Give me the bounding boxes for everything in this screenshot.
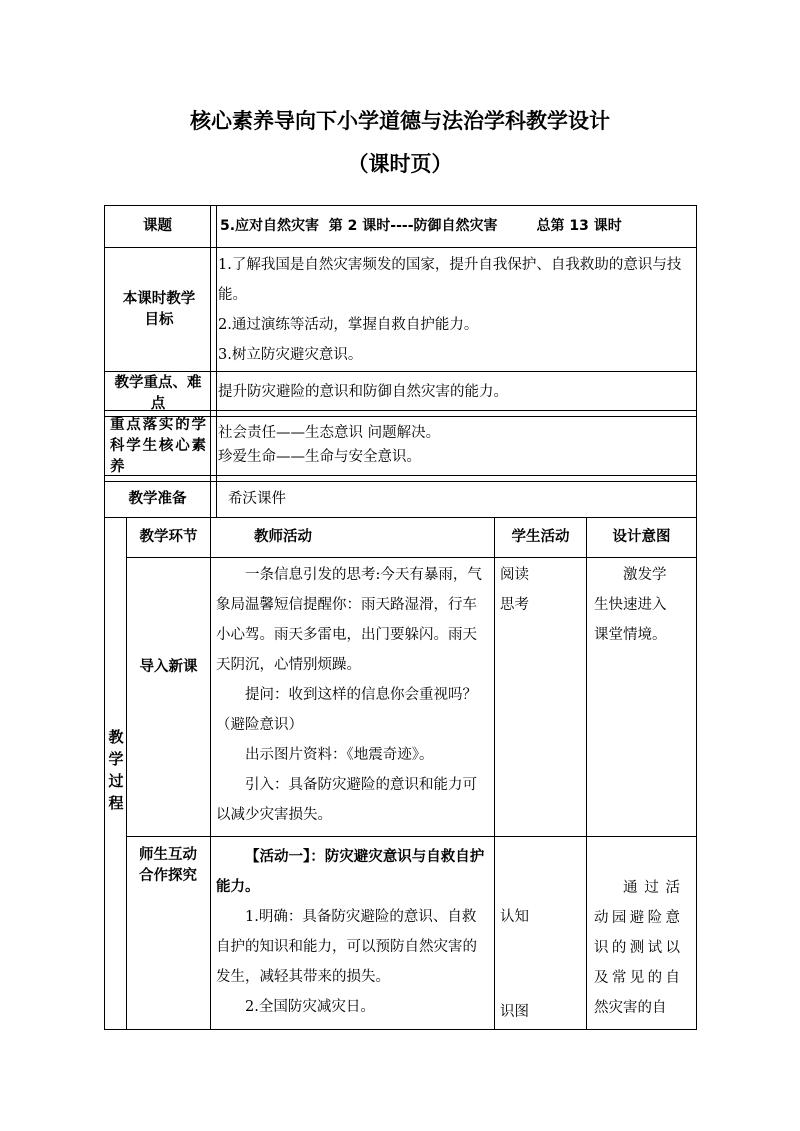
header-intent: 设计意图 [612, 529, 671, 545]
student-activity: 思考 [500, 597, 529, 613]
table-rule [210, 205, 211, 517]
topic-value: 5.应对自然灾害 第 2 课时----防御自然灾害 总第 13 课时 [220, 218, 622, 234]
process-label: 教学过程 [108, 728, 124, 812]
lesson-plan-table [104, 205, 697, 1030]
stage2-name: 师生互动合作探究 [139, 847, 197, 884]
stage1-name: 导入新课 [139, 659, 198, 675]
page-subtitle: （课时页） [347, 152, 453, 176]
teacher-paragraph: 2.全国防灾减灾日。 [245, 999, 375, 1015]
table-rule [104, 205, 105, 1030]
keypoints-label: 教学重点、难点 [114, 375, 202, 412]
goals-label: 本课时教学目标 [122, 290, 196, 328]
table-rule [126, 836, 697, 837]
goals-content [218, 250, 692, 371]
prep-value: 希沃课件 [228, 491, 286, 507]
goal-item: 1.了解我国是自然灾害频发的国家，提升自我保护、自我救助的意识与技能。 [218, 257, 682, 303]
table-rule [126, 557, 697, 558]
teacher-paragraph: 提问：收到这样的信息你会重视吗？（避险意识） [216, 687, 477, 733]
teacher-paragraph: 引入：具备防灾避险的意识和能力可以减少灾害损失。 [216, 777, 477, 823]
table-rule [586, 517, 587, 1030]
literacy-label: 重点落实的学科学生核心素养 [110, 416, 206, 475]
stage1-teacher [216, 560, 488, 836]
literacy-item: 珍爱生命——生命与安全意识。 [218, 449, 421, 465]
header-teacher: 教师活动 [254, 529, 312, 545]
stage2-student-1: 认知 [500, 909, 529, 925]
header-student: 学生活动 [511, 529, 570, 545]
literacy-item: 社会责任——生态意识 问题解决。 [218, 425, 441, 441]
header-stage: 教学环节 [139, 529, 198, 545]
stage1-student [500, 560, 580, 630]
teacher-paragraph: 一条信息引发的思考:今天有暴雨，气象局温馨短信提醒你：雨天路湿滑，行车小心驾。雨天多雷电，出门要躲闪。雨天天阴沉，心情别烦躁。 [216, 567, 482, 673]
activity-heading: 【活动一】：防灾避灾意识与自救自护能力。 [216, 849, 485, 895]
stage2-intent: 通过活动园避险意识的测试以及常见的自然灾害的自 [594, 880, 680, 1016]
prep-label: 教学准备 [128, 491, 187, 507]
goal-item: 2.通过演练等活动，掌握自救自护能力。 [218, 317, 479, 333]
literacy-content [218, 417, 692, 475]
student-activity: 阅读 [500, 567, 529, 583]
table-rule [494, 517, 495, 1030]
keypoints-value: 提升防灾避险的意识和防御自然灾害的能力。 [218, 384, 508, 400]
teacher-paragraph: 1.明确：具备防灾避险的意识、自救自护的知识和能力，可以预防自然灾害的发生，减轻其带来的损失。 [216, 909, 477, 985]
table-rule [696, 205, 697, 1030]
teacher-paragraph: 出示图片资料：《地震奇迹》。 [245, 747, 434, 763]
page-title: 核心素养导向下小学道德与法治学科教学设计 [190, 109, 610, 133]
stage2-teacher [216, 842, 488, 1030]
table-rule [210, 517, 211, 1030]
table-rule [216, 205, 217, 517]
stage1-intent: 激发学生快速进入课堂情境。 [594, 567, 667, 643]
goal-item: 3.树立防灾避灾意识。 [218, 347, 363, 363]
stage2-student-2: 识图 [500, 1004, 529, 1020]
table-rule [126, 517, 127, 1030]
topic-label: 课题 [143, 218, 172, 234]
